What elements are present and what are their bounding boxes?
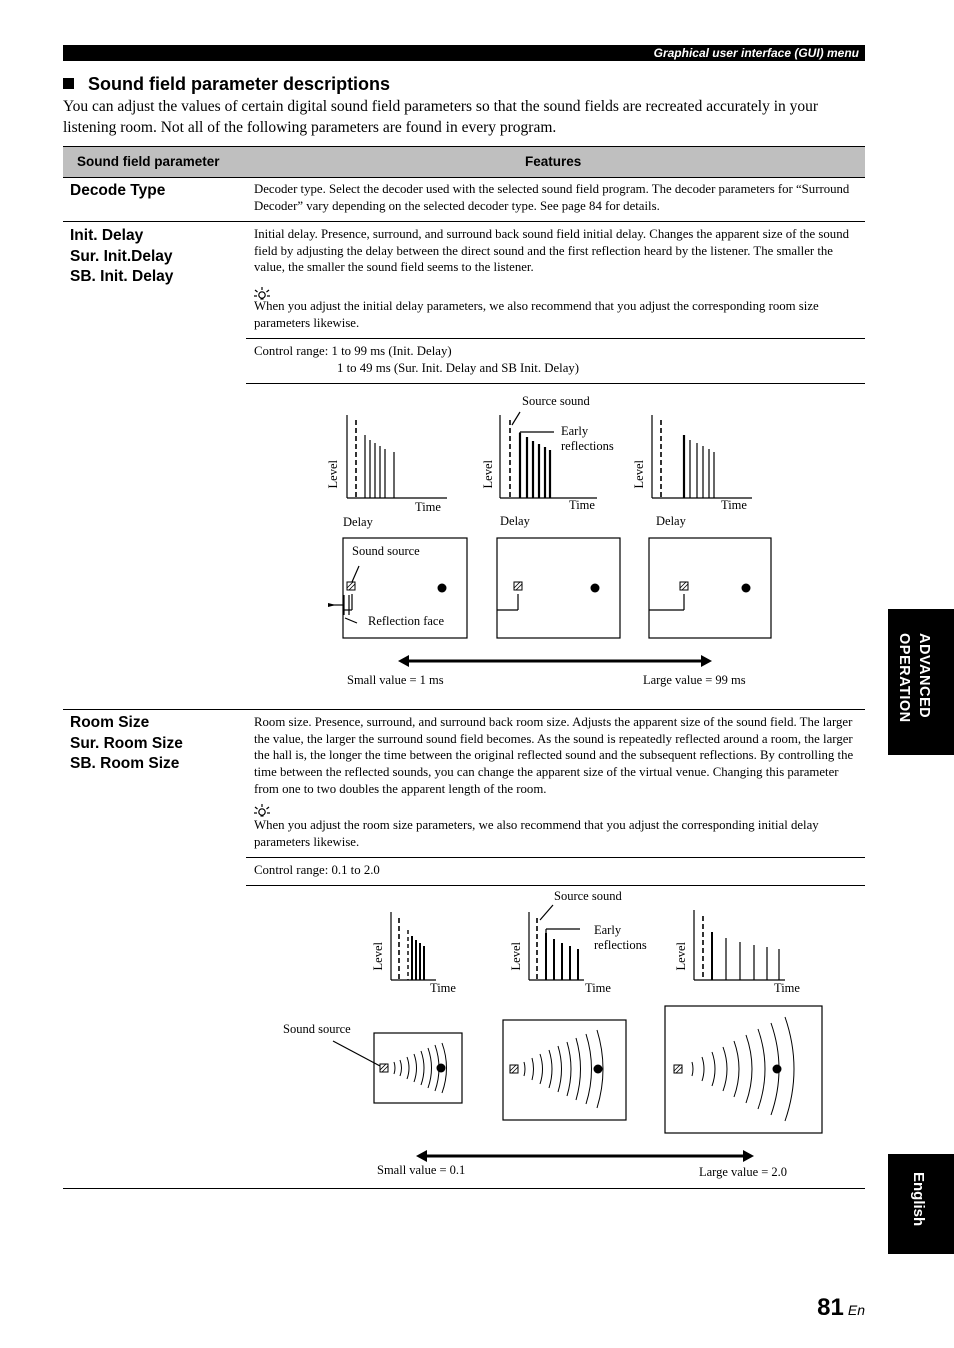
decode-type-description: Decoder type. Select the decoder used with the selected sound field program. The decoder parameters for “Surround Decoder” vary depending on the selected decoder type. See page 84 for details. (254, 182, 850, 213)
param-sb-room-size-name: SB. Room Size (70, 755, 180, 772)
early-reflections-label (594, 923, 647, 953)
level-axis-label: Level (481, 460, 495, 489)
param-sur-room-size-name: Sur. Room Size (70, 734, 183, 752)
early-label-line1: Early (594, 923, 622, 937)
level-axis-label: Level (371, 942, 385, 971)
side-tab-advanced-operation (888, 609, 954, 755)
side-tab-advanced-text (894, 633, 934, 723)
source-sound-label: Source sound (522, 394, 590, 408)
param-init-delay-name: Init. Delay (70, 227, 144, 244)
small-value-label: Small value = 0.1 (377, 1163, 466, 1177)
time-axis-label: Time (585, 981, 611, 995)
small-value-label: Small value = 1 ms (347, 673, 444, 687)
init-delay-diagram (246, 384, 865, 708)
table-bottom-rule (63, 1188, 865, 1189)
init-delay-range-1: Control range: 1 to 99 ms (Init. Delay) (254, 344, 452, 358)
delay-label: Delay (500, 514, 530, 528)
param-init-delay (70, 226, 173, 288)
early-label-line2: reflections (594, 938, 647, 952)
param-sb-init-delay-name: SB. Init. Delay (70, 268, 174, 285)
side-tab-english-text: English (910, 1172, 927, 1227)
level-axis-label: Level (326, 460, 340, 489)
time-axis-label: Time (569, 498, 595, 512)
side-tab-advanced-line2: OPERATION (896, 633, 912, 723)
init-delay-range-2: 1 to 49 ms (Sur. Init. Delay and SB Init. Delay) (337, 361, 580, 375)
running-header: Graphical user interface (GUI) menu (63, 45, 865, 61)
param-sur-init-delay-name: Sur. Init.Delay (70, 247, 173, 265)
source-sound-label: Source sound (554, 889, 622, 903)
column-header-features: Features (525, 154, 582, 169)
section-title-text: Sound field parameter descriptions (88, 74, 391, 94)
section-intro: You can adjust the values of certain digital sound field parameters so that the sound fields are recreated accurately in your listening room. Not all of the following parameters are found in every program. (63, 98, 819, 136)
room-size-tip: When you adjust the room size parameters, we also recommend that you adjust the corresponding initial delay parameters likewise. (254, 818, 819, 849)
sound-source-label: Sound source (352, 544, 420, 558)
side-tab-english (888, 1154, 954, 1254)
large-value-label: Large value = 2.0 (699, 1165, 788, 1179)
table-header (63, 146, 865, 178)
early-reflections-label (561, 424, 614, 454)
level-axis-label: Level (509, 942, 523, 971)
section-title (63, 74, 390, 95)
time-axis-label: Time (721, 498, 747, 512)
param-room-size-name: Room Size (70, 714, 150, 731)
row-divider (63, 709, 865, 710)
row-divider (246, 857, 865, 858)
large-value-label: Large value = 99 ms (643, 673, 746, 687)
page-number-value: 81 (817, 1294, 844, 1321)
row-divider (246, 338, 865, 339)
delay-label: Delay (343, 515, 373, 529)
reflection-face-label: Reflection face (368, 614, 444, 628)
time-axis-label: Time (430, 981, 456, 995)
level-axis-label: Level (674, 942, 688, 971)
init-delay-tip: When you adjust the initial delay parameters, we also recommend that you adjust the corresponding room size parameters likewise. (254, 299, 819, 330)
column-header-parameter: Sound field parameter (77, 154, 220, 169)
row-divider (63, 221, 865, 222)
page-number (770, 1294, 865, 1322)
delay-label: Delay (656, 514, 686, 528)
room-size-range: Control range: 0.1 to 2.0 (254, 863, 380, 877)
level-axis-label: Level (632, 460, 646, 489)
early-label-line1: Early (561, 424, 589, 438)
early-label-line2: reflections (561, 439, 614, 453)
sound-source-label: Sound source (283, 1022, 351, 1036)
param-room-size (70, 713, 183, 775)
black-square-bullet-icon (63, 78, 74, 89)
side-tab-advanced-line1: ADVANCED (916, 633, 932, 719)
time-axis-label: Time (415, 500, 441, 514)
param-decode-type: Decode Type (70, 182, 166, 199)
init-delay-description: Initial delay. Presence, surround, and surround back sound field initial delay. Changes the apparent size of the sound field by adjusting the delay between the direct sound and the first reflection heard by the listener. The smaller the value, the smaller the sound field seems to the listener. (254, 227, 850, 275)
page-lang: En (847, 1302, 865, 1318)
room-size-description: Room size. Presence, surround, and surround back room size. Adjusts the apparent size of the sound field. The larger the value, the larger the surround sound field becomes. As the sound is repeatedly reflected around a room, the larger the hall is, the longer the time between the original reflected sound and the subsequent reflections. By controlling the time between the reflected sounds, you can change the apparent size of the virtual venue. Changing this parameter from one to two doubles the apparent length of the room. (254, 715, 854, 796)
time-axis-label: Time (774, 981, 800, 995)
